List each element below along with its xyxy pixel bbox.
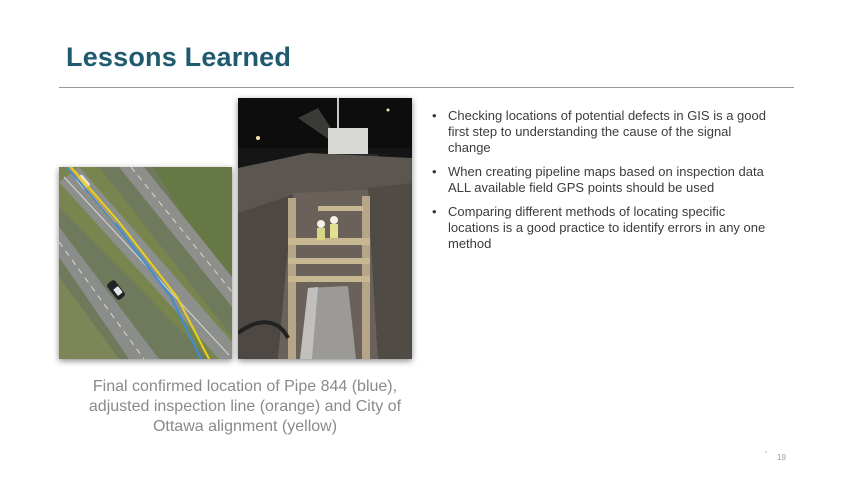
slide-title: Lessons Learned [66,42,292,72]
aerial-highway-photo [59,167,232,359]
footer-mark: " [765,451,768,458]
aerial-photo-graphic [59,167,232,359]
bullet-dot-icon: • [432,108,437,123]
trench-photo-graphic [238,98,412,359]
photo-caption: Final confirmed location of Pipe 844 (blue), adjusted inspection line (orange) and City of Ottawa alignment (yellow) [88,378,402,435]
bullet-text: Checking locations of potential defects in GIS is a good first step to understanding the cause of the signal change [448,108,766,155]
bullet-text: When creating pipeline maps based on inspection data ALL available field GPS points should be used [448,164,764,195]
trench-excavation-photo [238,98,412,359]
page-number: 19 [777,453,786,462]
bullet-item [432,108,777,156]
bullet-dot-icon: • [432,204,437,219]
bullet-item [432,204,777,252]
bullet-text: Comparing different methods of locating specific locations is a good practice to identify errors in any one method [448,204,766,251]
lessons-bullet-list [432,108,777,260]
bullet-item [432,164,777,196]
title-divider [59,87,794,88]
bullet-dot-icon: • [432,164,437,179]
